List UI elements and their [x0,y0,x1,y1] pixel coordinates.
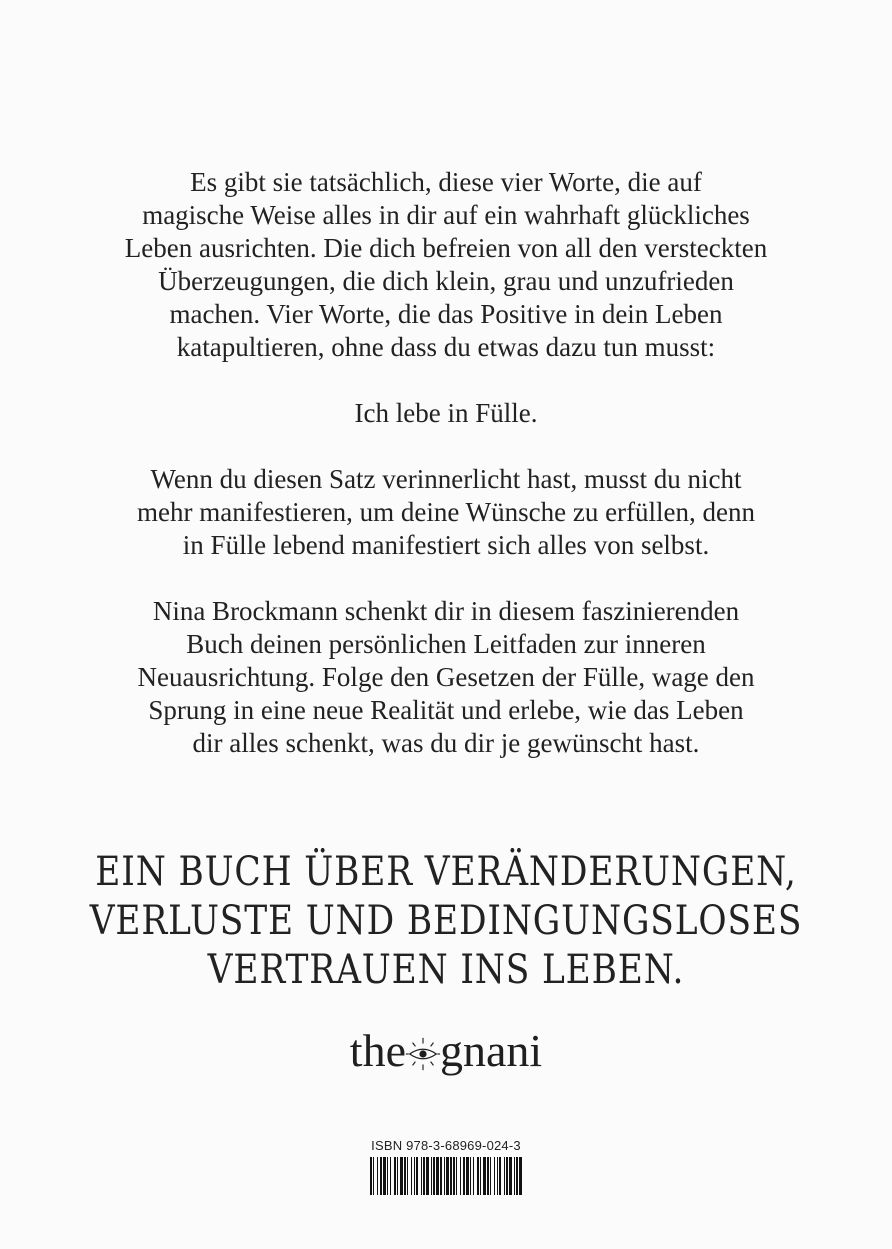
blurb-paragraph-4: Nina Brockmann schenkt dir in diesem faszinierenden Buch deinen persönlichen Leitfaden zur inneren Neuausrichtung. Folge den Gesetzen der Fülle, wage den Sprung in eine neue Realität und erlebe, wie das Leben dir alles schenkt, was du dir je gewünscht hast. [137,596,755,758]
publisher-logo-left: the [349,1025,406,1076]
blurb-paragraph-3: Wenn du diesen Satz verinnerlicht hast, musst du nicht mehr manifestieren, um deine Wünsche zu erfüllen, denn in Fülle lebend manifestiert sich alles von selbst. [136,464,756,560]
eye-sun-icon [404,1035,442,1073]
back-cover-blurb [60,166,832,793]
tagline: EIN BUCH ÜBER VERÄNDERUNGEN, VERLUSTE UND BEDINGUNGSLOSES VERTRAUEN INS LEBEN. [89,849,803,993]
isbn-number: ISBN 978-3-68969-024-3 [371,1138,521,1153]
blurb-paragraph-1: Es gibt sie tatsächlich, diese vier Worte, die auf magische Weise alles in dir auf ein wahrhaft glückliches Leben ausrichten. Die dich befreien von all den versteckten Überzeugungen, die dich klein, grau und unzufrieden machen. Vier Worte, die das Positive in dein Leben katapultieren, ohne dass du etwas dazu tun musst: [124,167,768,362]
blurb-paragraph-2: Ich lebe in Fülle. [354,398,538,428]
isbn-block [368,1138,524,1195]
publisher-logo [0,1024,892,1077]
barcode [368,1157,524,1195]
publisher-logo-right: gnani [440,1025,543,1076]
